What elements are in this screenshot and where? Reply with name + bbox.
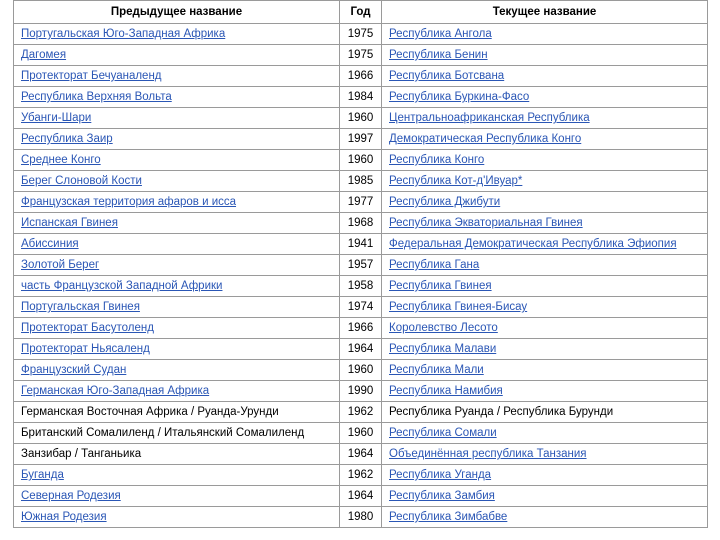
current-name-link[interactable]: Республика Буркина-Фасо (389, 91, 530, 103)
previous-name-cell (14, 87, 340, 108)
previous-name-cell (14, 381, 340, 402)
previous-name-cell (14, 45, 340, 66)
table-row (14, 45, 708, 66)
table-row (14, 171, 708, 192)
current-name-link[interactable]: Республика Замбия (389, 490, 495, 502)
table-row (14, 465, 708, 486)
previous-name-link[interactable]: Убанги-Шари (21, 112, 92, 124)
table-row (14, 192, 708, 213)
table-row (14, 381, 708, 402)
year-cell: 1962 (340, 402, 382, 423)
previous-name-link[interactable]: Французский Судан (21, 364, 127, 376)
previous-name-link[interactable]: Среднее Конго (21, 154, 101, 166)
previous-name-cell (14, 465, 340, 486)
year-cell: 1964 (340, 339, 382, 360)
table-row (14, 129, 708, 150)
year-cell: 1985 (340, 171, 382, 192)
current-name-link[interactable]: Республика Ботсвана (389, 70, 505, 82)
previous-name-link[interactable]: Протекторат Ньясаленд (21, 343, 150, 355)
previous-name-cell (14, 423, 340, 444)
year-cell: 1997 (340, 129, 382, 150)
previous-name-cell (14, 150, 340, 171)
previous-name-link[interactable]: Берег Слоновой Кости (21, 175, 142, 187)
current-name-link[interactable]: Республика Гвинея-Бисау (389, 301, 528, 313)
table-row (14, 213, 708, 234)
year-cell: 1974 (340, 297, 382, 318)
current-name-link[interactable]: Республика Конго (389, 154, 485, 166)
current-name-link[interactable]: Демократическая Республика Конго (389, 133, 582, 145)
previous-name-link[interactable]: Республика Заир (21, 133, 113, 145)
current-name-link[interactable]: Республика Гана (389, 259, 480, 271)
previous-name-cell (14, 486, 340, 507)
year-cell: 1966 (340, 318, 382, 339)
year-cell: 1975 (340, 45, 382, 66)
current-name-cell (382, 507, 708, 528)
current-name-cell (382, 381, 708, 402)
previous-name-link[interactable]: часть Французской Западной Африки (21, 280, 223, 292)
current-name-cell (382, 108, 708, 129)
previous-name-link[interactable]: Южная Родезия (21, 511, 107, 523)
year-cell: 1977 (340, 192, 382, 213)
previous-name-link[interactable]: Буганда (21, 469, 64, 481)
year-cell: 1980 (340, 507, 382, 528)
table-row (14, 507, 708, 528)
previous-name-cell (14, 297, 340, 318)
current-name-cell (382, 444, 708, 465)
year-cell: 1984 (340, 87, 382, 108)
table-row (14, 339, 708, 360)
previous-name-text: Британский Сомалиленд / Итальянский Сомалиленд (21, 427, 305, 439)
table-row (14, 360, 708, 381)
current-name-link[interactable]: Республика Кот-д'Ивуар* (389, 175, 523, 187)
current-name-link[interactable]: Республика Ангола (389, 28, 492, 40)
previous-name-link[interactable]: Французская территория афаров и исса (21, 196, 237, 208)
current-name-cell (382, 297, 708, 318)
table-row (14, 234, 708, 255)
current-name-cell (382, 423, 708, 444)
previous-name-cell (14, 507, 340, 528)
previous-name-cell (14, 402, 340, 423)
current-name-link[interactable]: Республика Малави (389, 343, 497, 355)
table-row (14, 423, 708, 444)
year-cell: 1964 (340, 444, 382, 465)
previous-name-cell (14, 276, 340, 297)
previous-name-cell (14, 318, 340, 339)
table-row (14, 255, 708, 276)
previous-name-cell (14, 192, 340, 213)
previous-name-link[interactable]: Испанская Гвинея (21, 217, 118, 229)
year-cell: 1964 (340, 486, 382, 507)
current-name-link[interactable]: Центральноафриканская Республика (389, 112, 590, 124)
previous-name-link[interactable]: Португальская Гвинея (21, 301, 140, 313)
previous-name-cell (14, 360, 340, 381)
year-cell: 1960 (340, 108, 382, 129)
previous-name-cell (14, 255, 340, 276)
table-row (14, 24, 708, 45)
current-name-cell (382, 24, 708, 45)
current-name-cell (382, 276, 708, 297)
year-cell: 1975 (340, 24, 382, 45)
current-name-cell (382, 318, 708, 339)
current-name-cell (382, 234, 708, 255)
table-row (14, 276, 708, 297)
previous-name-link[interactable]: Дагомея (21, 49, 67, 61)
current-name-link[interactable]: Республика Гвинея (389, 280, 492, 292)
current-name-link[interactable]: Республика Мали (389, 364, 484, 376)
current-name-cell (382, 339, 708, 360)
table-row (14, 444, 708, 465)
current-name-link[interactable]: Федеральная Демократическая Республика Эфиопия (389, 238, 677, 250)
current-name-link[interactable]: Республика Экваториальная Гвинея (389, 217, 583, 229)
previous-name-cell (14, 66, 340, 87)
current-name-cell (382, 45, 708, 66)
current-name-link[interactable]: Королевство Лесото (389, 322, 498, 334)
previous-name-cell (14, 444, 340, 465)
year-cell: 1966 (340, 66, 382, 87)
current-name-cell (382, 87, 708, 108)
year-cell: 1960 (340, 423, 382, 444)
table-row (14, 486, 708, 507)
previous-name-link[interactable]: Протекторат Бечуаналенд (21, 70, 162, 82)
current-name-link[interactable]: Республика Сомали (389, 427, 497, 439)
current-name-cell (382, 192, 708, 213)
previous-name-link[interactable]: Золотой Берег (21, 259, 100, 271)
country-names-table (13, 0, 708, 528)
previous-name-link[interactable]: Протекторат Басутоленд (21, 322, 154, 334)
current-name-cell (382, 66, 708, 87)
previous-name-link[interactable]: Германская Юго-Западная Африка (21, 385, 210, 397)
table-row (14, 66, 708, 87)
current-name-cell (382, 402, 708, 423)
current-name-cell (382, 150, 708, 171)
year-cell: 1962 (340, 465, 382, 486)
table-row (14, 318, 708, 339)
previous-name-cell (14, 108, 340, 129)
previous-name-link[interactable]: Абиссиния (21, 238, 79, 250)
year-cell: 1990 (340, 381, 382, 402)
previous-name-link[interactable]: Северная Родезия (21, 490, 121, 502)
previous-name-text: Занзибар / Танганьика (21, 448, 142, 460)
current-name-cell (382, 255, 708, 276)
current-name-link[interactable]: Республика Намибия (389, 385, 503, 397)
year-cell: 1968 (340, 213, 382, 234)
table-row (14, 150, 708, 171)
table-row (14, 297, 708, 318)
current-name-link[interactable]: Республика Уганда (389, 469, 492, 481)
current-name-cell (382, 486, 708, 507)
current-name-cell (382, 171, 708, 192)
current-name-cell (382, 213, 708, 234)
year-cell: 1941 (340, 234, 382, 255)
previous-name-cell (14, 24, 340, 45)
header-current-name: Текущее название (382, 1, 708, 24)
current-name-cell (382, 465, 708, 486)
previous-name-link[interactable]: Республика Верхняя Вольта (21, 91, 172, 103)
current-name-link[interactable]: Республика Бенин (389, 49, 488, 61)
previous-name-cell (14, 213, 340, 234)
previous-name-cell (14, 234, 340, 255)
current-name-cell (382, 360, 708, 381)
year-cell: 1960 (340, 360, 382, 381)
current-name-link[interactable]: Объединённая республика Танзания (389, 448, 587, 460)
previous-name-text: Германская Восточная Африка / Руанда-Урунди (21, 406, 279, 418)
current-name-link[interactable]: Республика Зимбабве (389, 511, 508, 523)
previous-name-cell (14, 339, 340, 360)
year-cell: 1957 (340, 255, 382, 276)
previous-name-cell (14, 171, 340, 192)
header-row (14, 1, 708, 24)
table-row (14, 108, 708, 129)
current-name-link[interactable]: Республика Джибути (389, 196, 501, 208)
current-name-cell (382, 129, 708, 150)
year-cell: 1960 (340, 150, 382, 171)
table-row (14, 402, 708, 423)
header-previous-name: Предыдущее название (14, 1, 340, 24)
year-cell: 1958 (340, 276, 382, 297)
previous-name-link[interactable]: Португальская Юго-Западная Африка (21, 28, 226, 40)
previous-name-cell (14, 129, 340, 150)
table-row (14, 87, 708, 108)
current-name-text: Республика Руанда / Республика Бурунди (389, 406, 614, 418)
header-year: Год (340, 1, 382, 24)
